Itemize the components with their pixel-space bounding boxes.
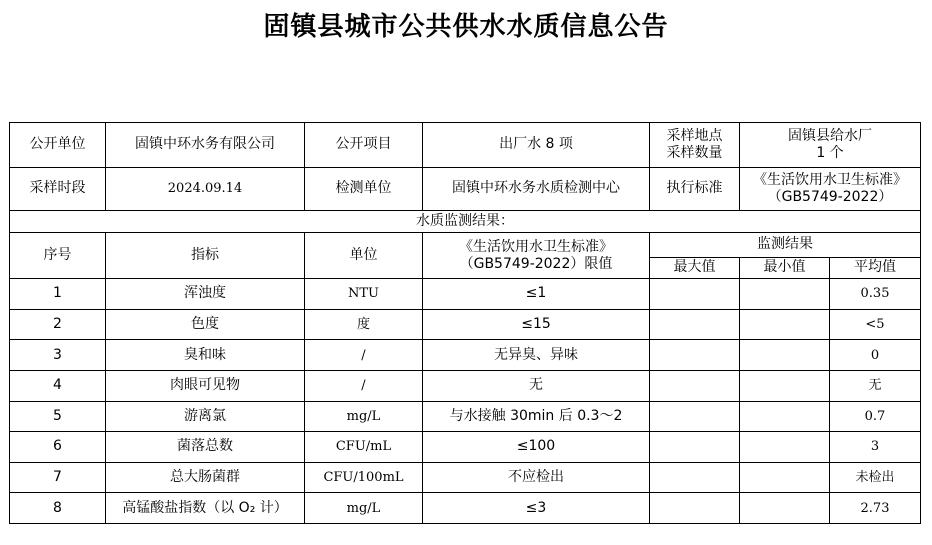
row-min — [740, 432, 830, 463]
sampling-location-value: 固镇县给水厂 — [788, 127, 872, 144]
row-index: 高锰酸盐指数（以 O₂ 计） — [106, 493, 305, 524]
header-row-1 — [10, 233, 921, 257]
header-results: 监测结果 — [650, 233, 921, 257]
header-avg: 平均值 — [830, 257, 921, 278]
table-row — [10, 309, 921, 340]
table-row — [10, 401, 921, 432]
row-unit: CFU/mL — [305, 432, 423, 463]
row-index: 浑浊度 — [106, 279, 305, 310]
lab-label: 检测单位 — [305, 167, 423, 210]
row-limit: ≤1 — [423, 279, 650, 310]
row-limit: 不应检出 — [423, 462, 650, 493]
row-max — [650, 340, 740, 371]
row-index: 游离氯 — [106, 401, 305, 432]
sampling-location-label: 采样地点 — [666, 127, 723, 144]
row-avg: 3 — [830, 432, 921, 463]
row-unit: NTU — [305, 279, 423, 310]
header-limit-line-1: 《生活饮用水卫生标准》 — [459, 238, 613, 255]
row-avg: 2.73 — [830, 493, 921, 524]
row-min — [740, 493, 830, 524]
table-row — [10, 370, 921, 401]
publish-item-value: 出厂水 8 项 — [423, 123, 650, 168]
publish-unit-label: 公开单位 — [10, 123, 106, 168]
row-max — [650, 370, 740, 401]
row-max — [650, 493, 740, 524]
standard-name: 《生活饮用水卫生标准》 — [753, 171, 907, 188]
row-avg: 未检出 — [830, 462, 921, 493]
row-unit: / — [305, 370, 423, 401]
section-title: 水质监测结果： — [10, 210, 921, 232]
header-min: 最小值 — [740, 257, 830, 278]
row-min — [740, 309, 830, 340]
lab-value: 固镇中环水务水质检测中心 — [423, 167, 650, 210]
header-limit-line-2: （GB5749-2022）限值 — [459, 255, 613, 272]
row-unit: mg/L — [305, 401, 423, 432]
sampling-values — [740, 123, 921, 168]
row-avg: 0.7 — [830, 401, 921, 432]
standard-code: （GB5749-2022） — [767, 188, 893, 205]
table-row — [10, 340, 921, 371]
row-no: 6 — [10, 432, 106, 463]
table-row — [10, 279, 921, 310]
row-unit: mg/L — [305, 493, 423, 524]
info-row-2 — [10, 167, 921, 210]
row-avg: 0 — [830, 340, 921, 371]
row-index: 色度 — [106, 309, 305, 340]
publish-item-label: 公开项目 — [305, 123, 423, 168]
row-max — [650, 279, 740, 310]
row-avg: <5 — [830, 309, 921, 340]
page-title: 固镇县城市公共供水水质信息公告 — [263, 12, 669, 42]
standard-value — [740, 167, 921, 210]
row-no: 1 — [10, 279, 106, 310]
row-index: 肉眼可见物 — [106, 370, 305, 401]
row-no: 4 — [10, 370, 106, 401]
row-index: 总大肠菌群 — [106, 462, 305, 493]
row-avg: 无 — [830, 370, 921, 401]
publish-unit-value: 固镇中环水务有限公司 — [106, 123, 305, 168]
row-max — [650, 432, 740, 463]
row-no: 5 — [10, 401, 106, 432]
row-min — [740, 370, 830, 401]
row-no: 2 — [10, 309, 106, 340]
data-rows — [10, 279, 921, 524]
time-value: 2024.09.14 — [106, 167, 305, 210]
header-no: 序号 — [10, 233, 106, 279]
row-limit: 无异臭、异味 — [423, 340, 650, 371]
table-row — [10, 493, 921, 524]
row-avg: 0.35 — [830, 279, 921, 310]
row-no: 8 — [10, 493, 106, 524]
header-index: 指标 — [106, 233, 305, 279]
row-index: 臭和味 — [106, 340, 305, 371]
row-limit: ≤3 — [423, 493, 650, 524]
row-unit: 度 — [305, 309, 423, 340]
row-unit: CFU/100mL — [305, 462, 423, 493]
header-limit — [423, 233, 650, 279]
row-no: 3 — [10, 340, 106, 371]
row-limit: ≤100 — [423, 432, 650, 463]
section-row — [10, 210, 921, 232]
row-limit: ≤15 — [423, 309, 650, 340]
header-unit: 单位 — [305, 233, 423, 279]
sampling-count-label: 采样数量 — [666, 144, 723, 161]
water-quality-table — [9, 122, 921, 524]
row-limit: 无 — [423, 370, 650, 401]
row-no: 7 — [10, 462, 106, 493]
row-min — [740, 340, 830, 371]
row-max — [650, 309, 740, 340]
sampling-labels — [650, 123, 740, 168]
row-min — [740, 401, 830, 432]
table-row — [10, 432, 921, 463]
standard-label: 执行标准 — [650, 167, 740, 210]
row-unit: / — [305, 340, 423, 371]
header-max: 最大值 — [650, 257, 740, 278]
row-max — [650, 462, 740, 493]
row-min — [740, 279, 830, 310]
sampling-count-value: 1 个 — [816, 144, 844, 161]
row-limit: 与水接触 30min 后 0.3～2 — [423, 401, 650, 432]
time-label: 采样时段 — [10, 167, 106, 210]
row-min — [740, 462, 830, 493]
info-row-1 — [10, 123, 921, 168]
row-max — [650, 401, 740, 432]
table-row — [10, 462, 921, 493]
row-index: 菌落总数 — [106, 432, 305, 463]
